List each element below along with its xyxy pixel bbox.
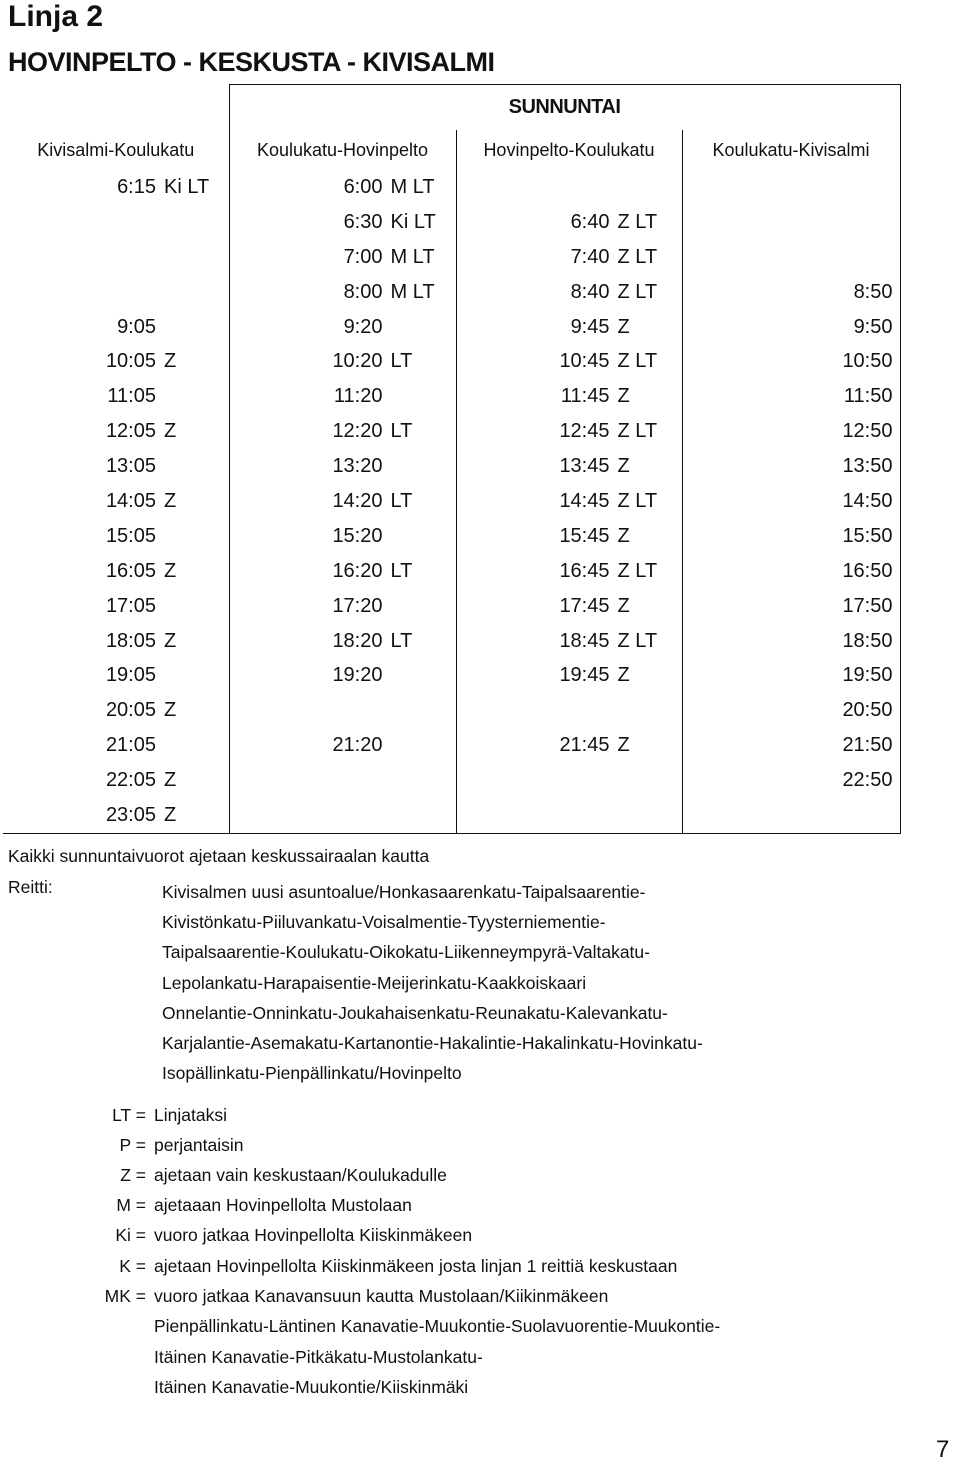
- timetable-cell: [682, 554, 900, 589]
- departure-time: 15:20: [332, 524, 383, 547]
- departure-time: 17:05: [105, 594, 156, 617]
- timetable-cell: [229, 519, 456, 554]
- column-header: Koulukatu-Hovinpelto: [229, 130, 456, 170]
- departure-time: 22:50: [842, 769, 893, 792]
- page-number: 7: [936, 1436, 950, 1463]
- timetable-cell: [456, 205, 682, 240]
- timetable-cell: [229, 240, 456, 275]
- departure-time: 10:20: [332, 350, 383, 373]
- timetable-cell: [456, 275, 682, 310]
- timetable-cell: [3, 379, 229, 414]
- departure-time: 11:20: [333, 385, 383, 408]
- departure-time: 12:20: [332, 420, 383, 443]
- departure-suffix: LT: [390, 629, 413, 652]
- departure-time: 9:05: [117, 315, 156, 338]
- legend-item: [0, 1160, 720, 1190]
- timetable-cell: [3, 205, 229, 240]
- timetable-cell: [229, 728, 456, 763]
- table-row: [3, 589, 900, 624]
- timetable-cell: [3, 240, 229, 275]
- departure-suffix: Z: [617, 315, 630, 338]
- departure-suffix: LT: [390, 489, 413, 512]
- legend-desc: Linjataksi: [154, 1104, 227, 1125]
- departure-suffix: Z: [164, 629, 177, 652]
- departure-time: 17:20: [332, 594, 383, 617]
- departure-time: 6:40: [570, 210, 610, 233]
- departure-time: 16:45: [559, 559, 610, 582]
- timetable-cell: [682, 449, 900, 484]
- departure-time: 12:50: [842, 420, 893, 443]
- timetable-cell: [682, 344, 900, 379]
- departure-time: 21:20: [332, 734, 383, 757]
- legend-item: [0, 1130, 720, 1160]
- timetable-cell: [456, 449, 682, 484]
- timetable-cell: [682, 589, 900, 624]
- departure-suffix: M LT: [390, 175, 435, 198]
- legend-continuation: Itäinen Kanavatie-Muukontie/Kiiskinmäki: [154, 1376, 469, 1397]
- departure-time: 21:50: [842, 734, 893, 757]
- departure-time: 23:05: [105, 803, 156, 826]
- departure-time: 11:05: [107, 385, 156, 408]
- departure-suffix: Z: [164, 489, 177, 512]
- departure-time: 18:05: [105, 629, 156, 652]
- timetable-cell: [3, 554, 229, 589]
- timetable-cell: [682, 798, 900, 833]
- timetable-cell: [682, 205, 900, 240]
- departure-time: 16:05: [105, 559, 156, 582]
- legend-code: LT =: [112, 1104, 146, 1125]
- timetable-cell: [682, 519, 900, 554]
- table-row: [3, 728, 900, 763]
- timetable-cell: [682, 379, 900, 414]
- departure-suffix: Z LT: [617, 629, 658, 652]
- timetable-cell: [682, 658, 900, 693]
- departure-suffix: Z LT: [617, 350, 658, 373]
- legend-item: [0, 1221, 720, 1251]
- timetable-cell: [3, 275, 229, 310]
- timetable: [3, 84, 901, 834]
- timetable-cell: [229, 763, 456, 798]
- timetable-cell: [229, 275, 456, 310]
- timetable-cell: [229, 449, 456, 484]
- timetable-cell: [456, 728, 682, 763]
- timetable-cell: [3, 798, 229, 833]
- departure-time: 6:30: [343, 210, 383, 233]
- departure-time: 6:00: [343, 175, 383, 198]
- timetable-cell: [456, 344, 682, 379]
- table-row: [3, 240, 900, 275]
- departure-time: 14:50: [842, 489, 893, 512]
- legend-item: [0, 1100, 720, 1130]
- departure-time: 16:50: [842, 559, 893, 582]
- departure-time: 10:50: [842, 350, 893, 373]
- legend-item: [0, 1281, 720, 1311]
- table-row: [3, 344, 900, 379]
- timetable-cell: [229, 379, 456, 414]
- departure-time: 15:05: [105, 524, 156, 547]
- table-row: [3, 658, 900, 693]
- departure-suffix: Z: [617, 734, 630, 757]
- departure-suffix: Z: [617, 664, 630, 687]
- departure-suffix: Z: [164, 420, 177, 443]
- table-row: [3, 379, 900, 414]
- legend-desc: ajetaan Hovinpellolta Kiiskinmäkeen josta linjan 1 reittiä keskustaan: [154, 1255, 678, 1276]
- timetable-cell: [229, 310, 456, 345]
- departure-suffix: Z: [617, 455, 630, 478]
- departure-time: 8:00: [343, 280, 383, 303]
- departure-time: 13:20: [332, 455, 383, 478]
- timetable-cell: [456, 624, 682, 659]
- departure-time: 15:45: [559, 524, 610, 547]
- departure-suffix: Z LT: [617, 559, 658, 582]
- departure-time: 12:45: [559, 420, 610, 443]
- departure-time: 13:50: [842, 455, 893, 478]
- departure-suffix: Z LT: [617, 245, 658, 268]
- timetable-cell: [3, 519, 229, 554]
- timetable-cell: [456, 170, 682, 205]
- column-header: Hovinpelto-Koulukatu: [456, 130, 682, 170]
- departure-time: 21:45: [559, 734, 610, 757]
- column-header: Koulukatu-Kivisalmi: [682, 130, 900, 170]
- departure-suffix: Z: [617, 594, 630, 617]
- timetable-cell: [682, 693, 900, 728]
- legend: [0, 1100, 720, 1402]
- departure-suffix: Z: [164, 350, 177, 373]
- legend-code: Ki =: [115, 1225, 146, 1246]
- table-row: [3, 310, 900, 345]
- departure-time: 16:20: [332, 559, 383, 582]
- departure-suffix: Z: [617, 385, 630, 408]
- departure-time: 9:20: [343, 315, 383, 338]
- timetable-cell: [3, 624, 229, 659]
- table-row: [3, 170, 900, 205]
- table-row: [3, 693, 900, 728]
- departure-time: 8:40: [570, 280, 610, 303]
- departure-suffix: M LT: [390, 280, 435, 303]
- timetable-cell: [229, 484, 456, 519]
- legend-code: M =: [116, 1195, 146, 1216]
- legend-continuation: Pienpällinkatu-Läntinen Kanavatie-Muukontie-Suolavuorentie-Muukontie-: [154, 1316, 721, 1337]
- table-row: [3, 798, 900, 833]
- table-row: [3, 763, 900, 798]
- departure-time: 19:50: [842, 664, 893, 687]
- departure-time: 20:50: [842, 699, 893, 722]
- departure-time: 19:20: [332, 664, 383, 687]
- legend-desc: ajetaan vain keskustaan/Koulukadulle: [154, 1164, 447, 1185]
- timetable-cell: [3, 728, 229, 763]
- departure-suffix: LT: [390, 350, 413, 373]
- timetable-cell: [456, 798, 682, 833]
- departure-time: 15:50: [842, 524, 893, 547]
- departure-suffix: Z LT: [617, 210, 658, 233]
- timetable-cell: [3, 658, 229, 693]
- table-row: [3, 414, 900, 449]
- timetable-cell: [229, 205, 456, 240]
- departure-suffix: Z LT: [617, 420, 658, 443]
- departure-time: 21:05: [105, 734, 156, 757]
- legend-code: Z =: [120, 1164, 146, 1185]
- legend-desc: ajetaaan Hovinpellolta Mustolaan: [154, 1195, 412, 1216]
- departure-time: 7:00: [343, 245, 383, 268]
- departure-time: 20:05: [105, 699, 156, 722]
- timetable-cell: [456, 693, 682, 728]
- departure-suffix: LT: [390, 420, 413, 443]
- timetable-cell: [229, 170, 456, 205]
- timetable-cell: [229, 798, 456, 833]
- timetable-cell: [229, 658, 456, 693]
- departure-time: 10:05: [105, 350, 156, 373]
- departure-time: 17:45: [559, 594, 610, 617]
- legend-desc: vuoro jatkaa Kanavansuun kautta Mustolaan/Kiikinmäkeen: [154, 1285, 609, 1306]
- departure-time: 13:45: [559, 455, 610, 478]
- timetable-cell: [682, 275, 900, 310]
- table-row: [3, 275, 900, 310]
- departure-suffix: Z: [164, 803, 177, 826]
- timetable-cell: [456, 414, 682, 449]
- column-header: Kivisalmi-Koulukatu: [3, 130, 229, 170]
- timetable-cell: [3, 484, 229, 519]
- timetable-cell: [229, 693, 456, 728]
- departure-time: 19:05: [105, 664, 156, 687]
- departure-time: 11:50: [843, 385, 893, 408]
- route-line: Kivistönkatu-Piiluvankatu-Voisalmentie-Tyysterniementie-: [162, 912, 606, 933]
- table-row: [3, 484, 900, 519]
- timetable-cell: [456, 240, 682, 275]
- timetable-cell: [3, 763, 229, 798]
- line-title: Linja 2: [8, 0, 104, 33]
- departure-suffix: Z: [617, 524, 630, 547]
- timetable-cell: [456, 519, 682, 554]
- route-label: Reitti:: [8, 877, 53, 897]
- route-line: Onnelantie-Onninkatu-Joukahaisenkatu-Reunakatu-Kalevankatu-: [162, 1002, 668, 1023]
- day-heading: SUNNUNTAI: [229, 85, 900, 131]
- departure-suffix: Ki LT: [390, 210, 436, 233]
- timetable-cell: [229, 414, 456, 449]
- timetable-cell: [229, 589, 456, 624]
- table-row: [3, 554, 900, 589]
- route-line: Taipalsaarentie-Koulukatu-Oikokatu-Liikenneympyrä-Valtakatu-: [162, 942, 650, 963]
- timetable-cell: [3, 693, 229, 728]
- table-row: [3, 205, 900, 240]
- departure-time: 14:45: [559, 489, 610, 512]
- departure-suffix: Z: [164, 559, 177, 582]
- departure-time: 13:05: [105, 455, 156, 478]
- departure-suffix: M LT: [390, 245, 435, 268]
- timetable-cell: [456, 554, 682, 589]
- timetable-cell: [3, 310, 229, 345]
- departure-time: 18:20: [332, 629, 383, 652]
- legend-desc: vuoro jatkaa Hovinpellolta Kiiskinmäkeen: [154, 1225, 473, 1246]
- timetable-cell: [682, 728, 900, 763]
- service-note: Kaikki sunnuntaivuorot ajetaan keskussairaalan kautta: [8, 846, 430, 866]
- timetable-cell: [229, 554, 456, 589]
- legend-continuation: Itäinen Kanavatie-Pitkäkatu-Mustolankatu-: [154, 1346, 483, 1367]
- route-description: [162, 877, 703, 1088]
- departure-time: 6:15: [117, 175, 156, 198]
- timetable-cell: [3, 449, 229, 484]
- departure-time: 22:05: [105, 769, 156, 792]
- departure-suffix: Z LT: [617, 280, 658, 303]
- legend-code: MK =: [104, 1285, 146, 1306]
- departure-suffix: Ki LT: [164, 175, 210, 198]
- legend-code: P =: [119, 1134, 146, 1155]
- table-row: [3, 449, 900, 484]
- timetable-cell: [682, 624, 900, 659]
- timetable-cell: [229, 624, 456, 659]
- timetable-cell: [229, 344, 456, 379]
- timetable-cell: [682, 310, 900, 345]
- departure-suffix: LT: [390, 559, 413, 582]
- route-title: HOVINPELTO - KESKUSTA - KIVISALMI: [8, 47, 495, 77]
- departure-time: 14:05: [105, 489, 156, 512]
- departure-time: 14:20: [332, 489, 383, 512]
- timetable-cell: [3, 344, 229, 379]
- timetable-cell: [3, 170, 229, 205]
- departure-time: 9:50: [853, 315, 893, 338]
- timetable-cell: [456, 484, 682, 519]
- route-line: Karjalantie-Asemakatu-Kartanontie-Hakalintie-Hakalinkatu-Hovinkatu-: [162, 1033, 703, 1054]
- timetable-cell: [682, 414, 900, 449]
- timetable-cell: [456, 379, 682, 414]
- departure-time: 17:50: [842, 594, 893, 617]
- route-line: Isopällinkatu-Pienpällinkatu/Hovinpelto: [162, 1063, 462, 1084]
- legend-item: [0, 1191, 720, 1221]
- timetable-cell: [682, 170, 900, 205]
- departure-suffix: Z: [164, 769, 177, 792]
- timetable-cell: [682, 763, 900, 798]
- legend-desc: perjantaisin: [154, 1134, 244, 1155]
- route-line: Lepolankatu-Harapaisentie-Meijerinkatu-Kaakkoiskaari: [162, 972, 587, 993]
- departure-time: 12:05: [105, 420, 156, 443]
- legend-code: K =: [119, 1255, 146, 1276]
- timetable-cell: [3, 589, 229, 624]
- timetable-cell: [456, 310, 682, 345]
- timetable-cell: [456, 658, 682, 693]
- table-row: [3, 519, 900, 554]
- departure-time: 8:50: [853, 280, 893, 303]
- departure-time: 18:50: [842, 629, 893, 652]
- timetable-cell: [682, 484, 900, 519]
- departure-time: 9:45: [570, 315, 610, 338]
- legend-item: [0, 1251, 720, 1281]
- route-line: Kivisalmen uusi asuntoalue/Honkasaarenkatu-Taipalsaarentie-: [162, 882, 646, 902]
- timetable-cell: [3, 414, 229, 449]
- timetable-cell: [682, 240, 900, 275]
- departure-time: 19:45: [559, 664, 610, 687]
- departure-time: 7:40: [570, 245, 610, 268]
- table-row: [3, 624, 900, 659]
- departure-suffix: Z LT: [617, 489, 658, 512]
- departure-time: 10:45: [559, 350, 610, 373]
- departure-time: 11:45: [560, 385, 610, 408]
- departure-time: 18:45: [559, 629, 610, 652]
- departure-suffix: Z: [164, 699, 177, 722]
- timetable-cell: [456, 763, 682, 798]
- timetable-cell: [456, 589, 682, 624]
